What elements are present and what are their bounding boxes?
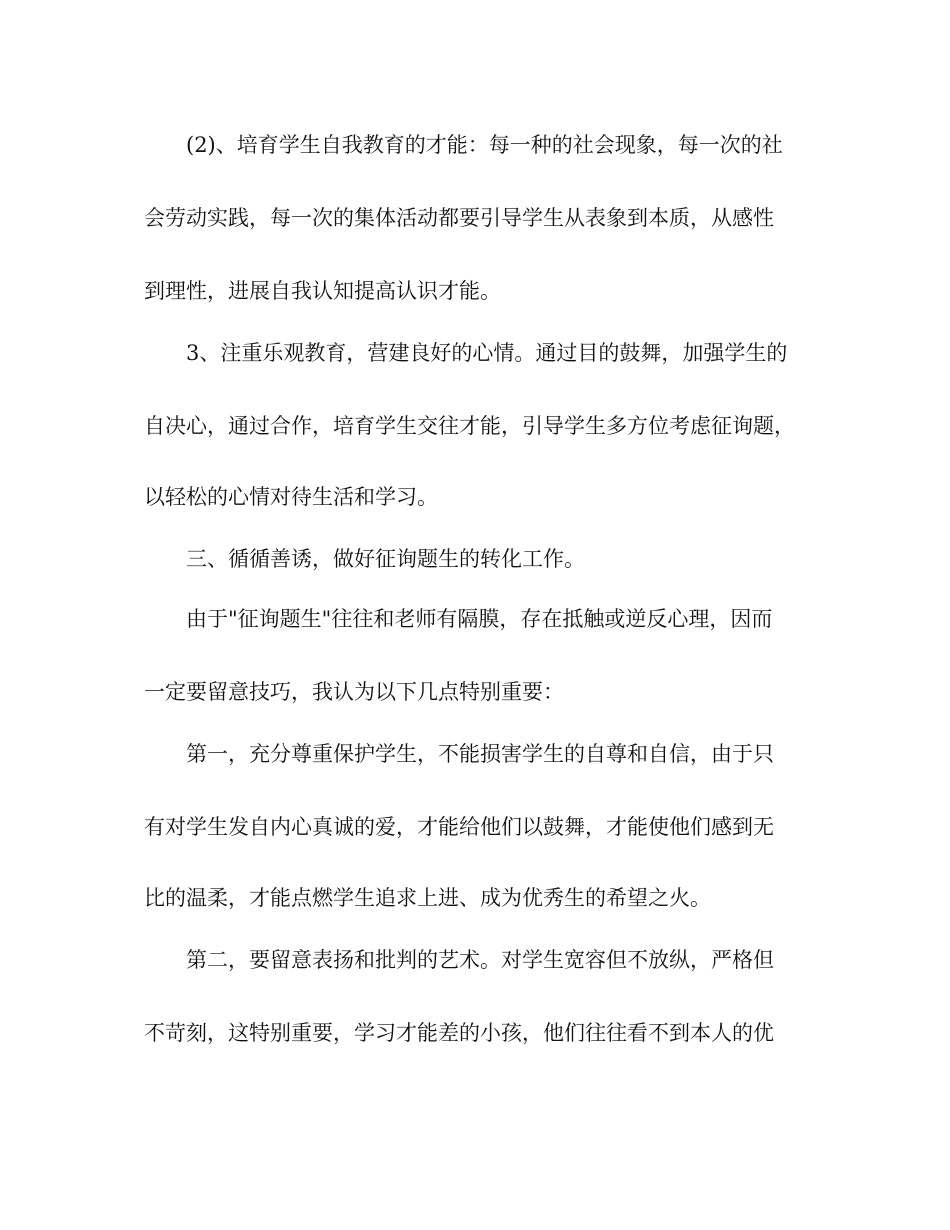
paragraph-line: 由于"征询题生"往往和老师有隔膜，存在抵触或逆反心理，因而 xyxy=(186,607,773,631)
paragraph-line: 会劳动实践，每一次的集体活动都要引导学生从表象到本质，从感性 xyxy=(144,206,774,230)
paragraph-line: 比的温柔，才能点燃学生追求上进、成为优秀生的希望之火。 xyxy=(144,886,711,910)
paragraph-line: 一定要留意技巧，我认为以下几点特别重要： xyxy=(144,680,564,704)
paragraph-line: 自决心，通过合作，培育学生交往才能，引导学生多方位考虑征询题， xyxy=(144,414,795,438)
paragraph-line: 第二，要留意表扬和批判的艺术。对学生宽容但不放纵，严格但 xyxy=(186,948,774,972)
paragraph-line: (2)、培育学生自我教育的才能：每一种的社会现象，每一次的社 xyxy=(186,133,783,157)
paragraph-line: 有对学生发自内心真诚的爱，才能给他们以鼓舞，才能使他们感到无 xyxy=(144,815,774,839)
paragraph-line: 第一，充分尊重保护学生，不能损害学生的自尊和自信，由于只 xyxy=(186,742,774,766)
paragraph-line: 3、注重乐观教育，营建良好的心情。通过目的鼓舞，加强学生的 xyxy=(186,341,788,365)
section-heading: 三、循循善诱，做好征询题生的转化工作。 xyxy=(186,547,585,571)
paragraph-line: 以轻松的心情对待生活和学习。 xyxy=(144,485,438,509)
paragraph-line: 不苛刻，这特别重要，学习才能差的小孩，他们往往看不到本人的优 xyxy=(144,1021,774,1045)
paragraph-line: 到理性，进展自我认知提高认识才能。 xyxy=(144,279,501,303)
